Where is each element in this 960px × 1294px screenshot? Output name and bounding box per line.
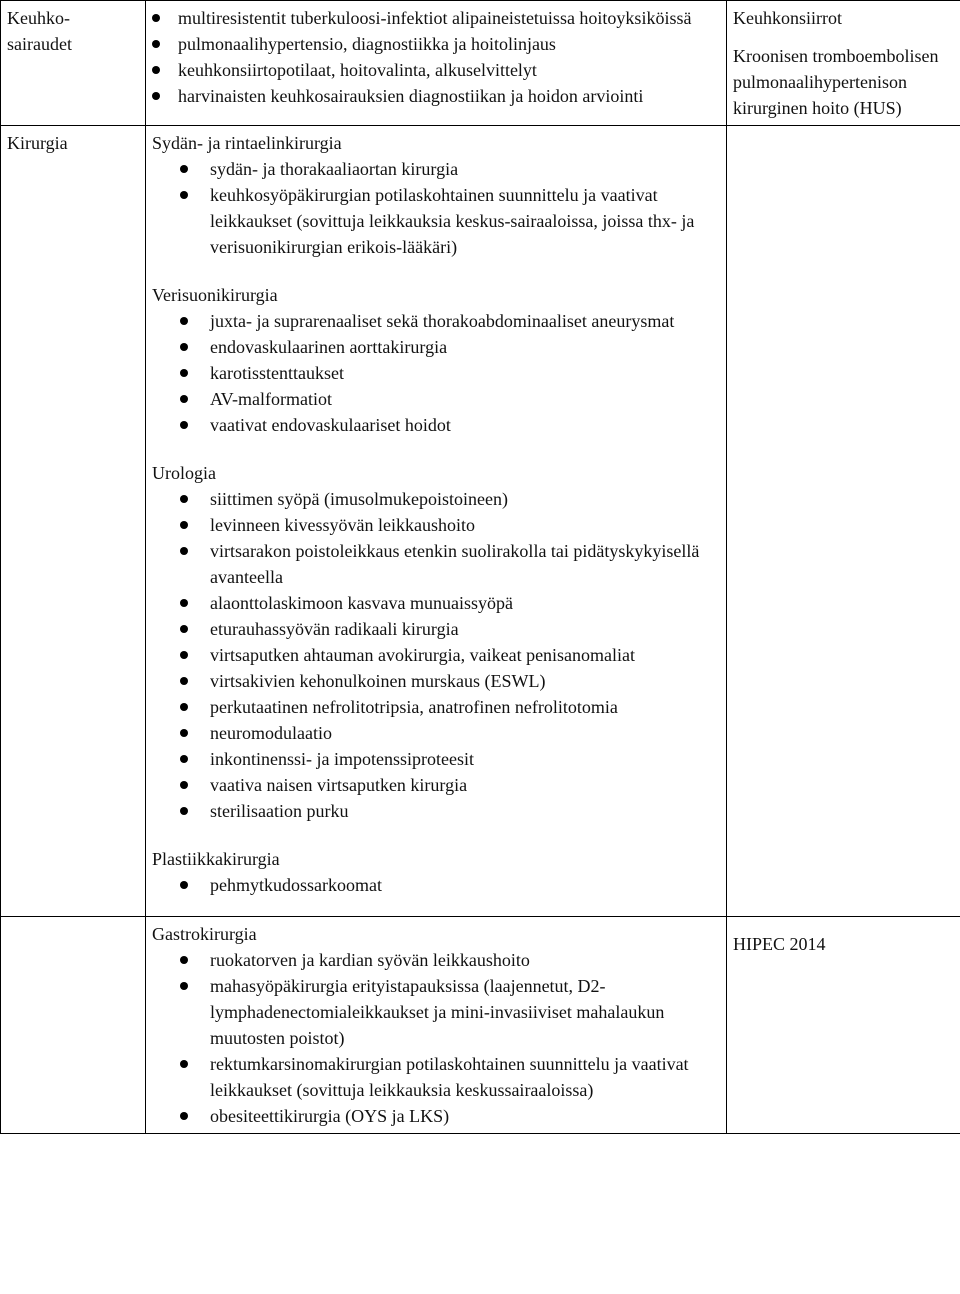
bullet-list (152, 156, 720, 260)
list-item: keuhkosyöpäkirurgian potilaskohtainen suunnittelu ja vaativat leikkaukset (sovittuja leikkauksia keskus-sairaaloissa, joissa thx- ja verisuonikirurgian erikois-lääkäri) (152, 182, 720, 260)
list-item: AV-malformatiot (152, 386, 720, 412)
notes-cell (727, 917, 960, 1134)
list-item: pehmytkudossarkoomat (152, 872, 720, 898)
category-cell (1, 126, 146, 917)
note-text: Keuhkonsiirrot (733, 8, 842, 28)
list-item: alaonttolaskimoon kasvava munuaissyöpä (152, 590, 720, 616)
procedure-section (152, 282, 720, 438)
category-cell (1, 917, 146, 1134)
bullet-list (152, 947, 720, 1129)
list-item: sydän- ja thorakaaliaortan kirurgia (152, 156, 720, 182)
list-item: vaativat endovaskulaariset hoidot (152, 412, 720, 438)
list-item: multiresistentit tuberkuloosi-infektiot alipaineistetuissa hoitoyksiköissä (152, 5, 720, 31)
procedure-section (152, 846, 720, 898)
procedures-cell (146, 917, 727, 1134)
list-item: keuhkonsiirtopotilaat, hoitovalinta, alkuselvittelyt (152, 57, 720, 83)
section-heading: Gastrokirurgia (152, 924, 257, 944)
section-heading: Plastiikkakirurgia (152, 849, 280, 869)
bullet-list (152, 872, 720, 898)
note-text: HIPEC 2014 (733, 934, 826, 954)
list-item: endovaskulaarinen aorttakirurgia (152, 334, 720, 360)
list-item: pulmonaalihypertensio, diagnostiikka ja hoitolinjaus (152, 31, 720, 57)
list-item: harvinaisten keuhkosairauksien diagnostiikan ja hoidon arviointi (152, 83, 720, 109)
list-item: vaativa naisen virtsaputken kirurgia (152, 772, 720, 798)
list-item: eturauhassyövän radikaali kirurgia (152, 616, 720, 642)
category-cell (1, 1, 146, 126)
list-item: virtsakivien kehonulkoinen murskaus (ESWL) (152, 668, 720, 694)
list-item: inkontinenssi- ja impotenssiproteesit (152, 746, 720, 772)
list-item: perkutaatinen nefrolitotripsia, anatrofinen nefrolitotomia (152, 694, 720, 720)
procedures-cell (146, 1, 727, 126)
list-item: levinneen kivessyövän leikkaushoito (152, 512, 720, 538)
section-heading: Verisuonikirurgia (152, 285, 278, 305)
list-item: mahasyöpäkirurgia erityistapauksissa (laajennetut, D2-lymphadenectomialeikkaukset ja mini-invasiiviset mahalaukun muutosten poistot) (152, 973, 720, 1051)
procedure-section (152, 5, 720, 109)
bullet-list (152, 308, 720, 438)
bullet-list (152, 5, 720, 109)
list-item: ruokatorven ja kardian syövän leikkaushoito (152, 947, 720, 973)
list-item: juxta- ja suprarenaaliset sekä thorakoabdominaaliset aneurysmat (152, 308, 720, 334)
table-row (1, 917, 960, 1134)
procedures-cell (146, 126, 727, 917)
table-body (1, 1, 960, 1134)
procedure-section (152, 130, 720, 260)
category-label: Kirurgia (7, 133, 68, 153)
section-heading: Sydän- ja rintaelinkirurgia (152, 133, 342, 153)
table-row (1, 1, 960, 126)
list-item: sterilisaation purku (152, 798, 720, 824)
list-item: siittimen syöpä (imusolmukepoistoineen) (152, 486, 720, 512)
category-label: Keuhko- sairaudet (7, 8, 72, 54)
list-item: karotisstenttaukset (152, 360, 720, 386)
list-item: obesiteettikirurgia (OYS ja LKS) (152, 1103, 720, 1129)
note-text: Kroonisen tromboembolisen pulmonaalihypertenison kirurginen hoito (HUS) (733, 46, 939, 118)
list-item: rektumkarsinomakirurgian potilaskohtainen suunnittelu ja vaativat leikkaukset (sovittuja leikkauksia keskussairaaloissa) (152, 1051, 720, 1103)
bullet-list (152, 486, 720, 824)
section-heading: Urologia (152, 463, 216, 483)
procedure-section (152, 460, 720, 824)
table-row (1, 126, 960, 917)
procedure-section (152, 921, 720, 1129)
list-item: virtsarakon poistoleikkaus etenkin suolirakolla tai pidätyskykyisellä avanteella (152, 538, 720, 590)
notes-cell (727, 1, 960, 126)
list-item: virtsaputken ahtauman avokirurgia, vaikeat penisanomaliat (152, 642, 720, 668)
notes-cell (727, 126, 960, 917)
list-item: neuromodulaatio (152, 720, 720, 746)
